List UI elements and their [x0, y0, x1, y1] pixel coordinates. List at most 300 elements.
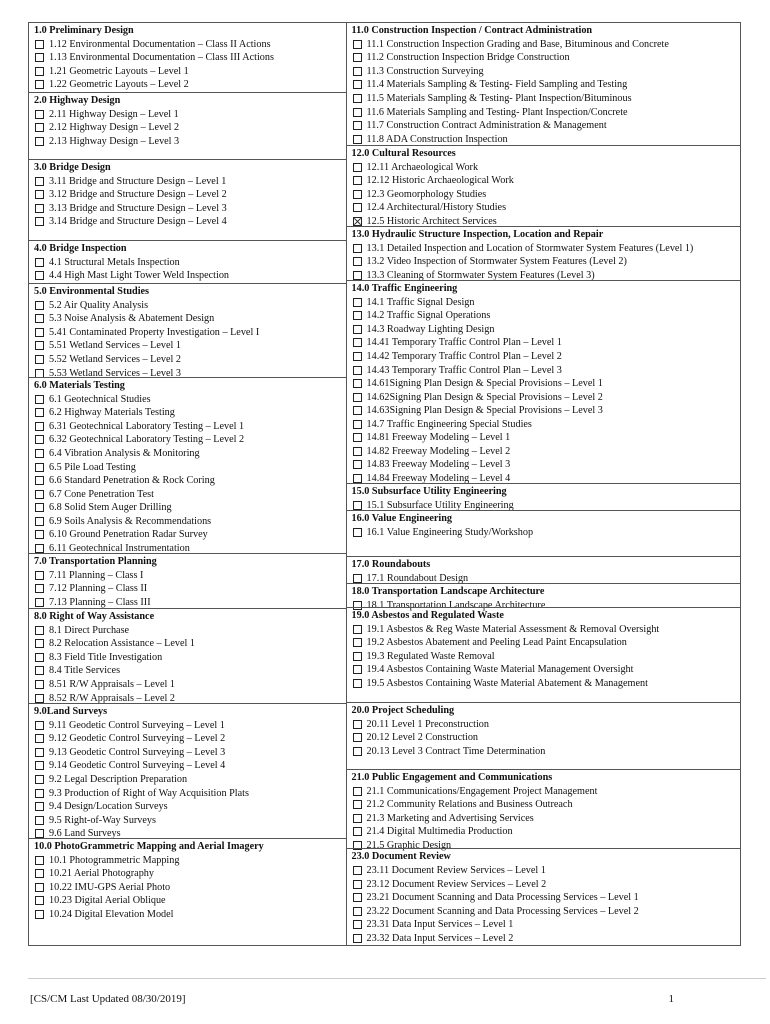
section-3-0 — [29, 159, 346, 240]
checkbox-item[interactable] — [34, 38, 346, 52]
checkbox-icon[interactable] — [35, 748, 44, 757]
section-6-0 — [29, 377, 346, 553]
checkbox-label: 18.1 Transportation Landscape Architecture — [366, 599, 546, 611]
checkbox-icon[interactable] — [353, 352, 362, 361]
section-heading: 4.0 Bridge Inspection — [34, 243, 127, 254]
checkbox-label: 7.12 Planning – Class II — [49, 583, 148, 595]
checkbox-item[interactable] — [34, 78, 346, 92]
checkbox-item[interactable] — [352, 188, 740, 202]
checkbox-item[interactable] — [352, 636, 740, 650]
checkbox-label: 11.3 Construction Surveying — [366, 65, 484, 77]
checkbox-icon[interactable] — [353, 257, 362, 266]
section-heading: 19.0 Asbestos and Regulated Waste — [351, 610, 504, 621]
checkbox-item[interactable] — [34, 256, 346, 270]
checkbox-icon[interactable] — [35, 883, 44, 892]
checkbox-item[interactable] — [34, 894, 346, 908]
checkbox-label: 6.32 Geotechnical Laboratory Testing – Level 2 — [49, 434, 245, 446]
checkbox-icon[interactable] — [353, 379, 362, 388]
checkbox-label: 14.7 Traffic Engineering Special Studies — [366, 418, 532, 430]
checkbox-icon[interactable] — [353, 934, 362, 943]
checkbox-item[interactable] — [352, 174, 740, 188]
checkbox-label: 14.84 Freeway Modeling – Level 4 — [366, 472, 511, 484]
checkbox-label: 16.1 Value Engineering Study/Workshop — [366, 526, 534, 538]
checkbox-label: 1.21 Geometric Layouts – Level 1 — [49, 65, 189, 77]
checkbox-label: 21.3 Marketing and Advertising Services — [366, 812, 534, 824]
checkbox-icon[interactable] — [353, 574, 362, 583]
checkbox-icon[interactable] — [353, 271, 362, 280]
checkbox-item[interactable] — [352, 78, 740, 92]
checkbox-label: 19.2 Asbestos Abatement and Peeling Lead Paint Encapsulation — [366, 637, 627, 649]
checkbox-item[interactable] — [352, 255, 740, 269]
checkbox-item[interactable] — [352, 201, 740, 215]
checkbox-item[interactable] — [352, 877, 740, 891]
checkbox-icon[interactable] — [35, 598, 44, 607]
checkbox-icon[interactable] — [353, 67, 362, 76]
checkbox-icon[interactable] — [35, 341, 44, 350]
checkbox-icon[interactable] — [35, 626, 44, 635]
checkbox-item[interactable] — [34, 433, 346, 447]
section-13-0 — [347, 226, 740, 280]
checkbox-item[interactable] — [352, 731, 740, 745]
checkbox-label: 11.7 Construction Contract Administration & Management — [366, 120, 607, 132]
checkbox-icon[interactable] — [353, 40, 362, 49]
checkbox-label: 23.22 Document Scanning and Data Processing Services – Level 2 — [366, 905, 639, 917]
checkbox-icon[interactable] — [35, 449, 44, 458]
checkbox-label: 9.2 Legal Description Preparation — [49, 773, 188, 785]
checkbox-item[interactable] — [352, 864, 740, 878]
section-20-0 — [347, 702, 740, 769]
checkbox-icon[interactable] — [353, 163, 362, 172]
checkbox-item[interactable] — [352, 891, 740, 905]
checkbox-icon[interactable] — [35, 816, 44, 825]
checkbox-icon[interactable] — [35, 721, 44, 730]
section-18-0 — [347, 583, 740, 611]
section-7-0 — [29, 553, 346, 608]
checkbox-label: 21.1 Communications/Engagement Project Management — [366, 785, 598, 797]
checkbox-item[interactable] — [352, 377, 740, 391]
checkbox-item[interactable] — [352, 350, 740, 364]
checkbox-icon[interactable] — [353, 665, 362, 674]
checkbox-label: 10.24 Digital Elevation Model — [49, 908, 174, 920]
checkbox-icon[interactable] — [35, 435, 44, 444]
checkbox-icon[interactable] — [35, 355, 44, 364]
checkbox-icon[interactable] — [353, 460, 362, 469]
checkbox-icon[interactable] — [35, 544, 44, 553]
checkbox-icon[interactable] — [353, 420, 362, 429]
checkbox-icon[interactable] — [35, 204, 44, 213]
checkbox-label: 8.4 Title Services — [49, 665, 121, 677]
checkbox-icon[interactable] — [35, 110, 44, 119]
checkbox-item[interactable] — [34, 175, 346, 189]
checkbox-label: 2.13 Highway Design – Level 3 — [49, 135, 180, 147]
checkbox-icon[interactable] — [353, 121, 362, 130]
checkbox-item[interactable] — [34, 188, 346, 202]
checkbox-icon[interactable] — [353, 528, 362, 537]
checkbox-icon[interactable] — [35, 503, 44, 512]
checkbox-label: 9.4 Design/Location Surveys — [49, 801, 168, 813]
checkbox-label: 6.31 Geotechnical Laboratory Testing – Level 1 — [49, 420, 245, 432]
checkbox-icon[interactable] — [353, 866, 362, 875]
checkbox-icon[interactable] — [353, 920, 362, 929]
checkbox-item[interactable] — [352, 650, 740, 664]
checkbox-icon[interactable] — [353, 747, 362, 756]
checkbox-item[interactable] — [34, 269, 346, 283]
checkbox-label: 10.1 Photogrammetric Mapping — [49, 854, 180, 866]
checkbox-label: 14.1 Traffic Signal Design — [366, 296, 475, 308]
checkbox-item[interactable] — [34, 460, 346, 474]
checkbox-item[interactable] — [352, 38, 740, 52]
checkbox-label: 6.7 Cone Penetration Test — [49, 488, 154, 500]
checkbox-item[interactable] — [34, 800, 346, 814]
checkbox-icon[interactable] — [35, 802, 44, 811]
section-heading: 17.0 Roundabouts — [351, 559, 431, 570]
checkbox-icon[interactable] — [35, 177, 44, 186]
checkbox-icon[interactable] — [353, 176, 362, 185]
checkbox-label: 15.1 Subsurface Utility Engineering — [366, 499, 514, 511]
checkbox-icon[interactable] — [35, 395, 44, 404]
checkbox-label: 1.13 Environmental Documentation – Class III Actions — [49, 52, 274, 64]
checkbox-item[interactable] — [34, 854, 346, 868]
checkbox-item[interactable] — [352, 825, 740, 839]
checkbox-icon[interactable] — [35, 829, 44, 838]
checkbox-item[interactable] — [352, 931, 740, 945]
checkbox-icon[interactable] — [353, 433, 362, 442]
section-15-0 — [347, 483, 740, 510]
checkbox-item[interactable] — [34, 786, 346, 800]
checkbox-item[interactable] — [34, 569, 346, 583]
section-2-0 — [29, 92, 346, 159]
checkbox-item[interactable] — [352, 445, 740, 459]
checkbox-icon[interactable] — [35, 680, 44, 689]
checkbox-item[interactable] — [352, 132, 740, 146]
checkbox-label: 5.53 Wetland Services – Level 3 — [49, 367, 181, 379]
checkbox-label: 3.12 Bridge and Structure Design – Level 2 — [49, 189, 227, 201]
checkbox-label: 23.12 Document Review Services – Level 2 — [366, 878, 547, 890]
checkbox-icon[interactable] — [353, 652, 362, 661]
checkbox-item[interactable] — [34, 108, 346, 122]
footer-page-number: 1 — [668, 993, 674, 1005]
checkbox-label: 20.13 Level 3 Contract Time Determination — [366, 745, 546, 757]
checkbox-icon[interactable] — [35, 761, 44, 770]
checkbox-label: 1.12 Environmental Documentation – Class II Actions — [49, 38, 271, 50]
checkbox-label: 10.21 Aerial Photography — [49, 868, 154, 880]
checkbox-item[interactable] — [34, 501, 346, 515]
checkbox-icon[interactable] — [35, 217, 44, 226]
checkbox-label: 10.22 IMU-GPS Aerial Photo — [49, 881, 171, 893]
checkbox-icon[interactable] — [353, 190, 362, 199]
checkbox-item[interactable] — [34, 215, 346, 229]
checkbox-item[interactable] — [34, 908, 346, 922]
checkbox-label: 5.52 Wetland Services – Level 2 — [49, 353, 181, 365]
checkbox-item[interactable] — [352, 812, 740, 826]
checkbox-item[interactable] — [34, 813, 346, 827]
section-17-0 — [347, 556, 740, 583]
checkbox-icon[interactable] — [353, 203, 362, 212]
checkbox-icon[interactable] — [353, 679, 362, 688]
checkbox-item[interactable] — [34, 637, 346, 651]
checkbox-item[interactable] — [34, 719, 346, 733]
checkbox-label: 8.3 Field Title Investigation — [49, 651, 163, 663]
checkbox-icon[interactable] — [35, 328, 44, 337]
checkbox-label: 4.1 Structural Metals Inspection — [49, 256, 180, 268]
checkbox-icon[interactable] — [35, 517, 44, 526]
checkbox-item[interactable] — [352, 296, 740, 310]
checkbox-icon[interactable] — [35, 734, 44, 743]
checkbox-label: 14.63Signing Plan Design & Special Provisions – Level 3 — [366, 405, 603, 417]
section-heading: 10.0 PhotoGrammetric Mapping and Aerial Imagery — [34, 841, 264, 852]
section-heading: 14.0 Traffic Engineering — [351, 283, 458, 294]
checkbox-icon[interactable] — [35, 530, 44, 539]
checkbox-item[interactable] — [352, 904, 740, 918]
checkbox-icon[interactable] — [353, 814, 362, 823]
checkbox-item[interactable] — [34, 678, 346, 692]
checkbox-icon[interactable] — [353, 338, 362, 347]
checkbox-item[interactable] — [352, 404, 740, 418]
checkbox-icon[interactable] — [353, 447, 362, 456]
checkbox-icon[interactable] — [35, 653, 44, 662]
checkbox-item[interactable] — [352, 663, 740, 677]
section-heading: 11.0 Construction Inspection / Contract Administration — [351, 25, 593, 36]
section-heading: 16.0 Value Engineering — [351, 513, 453, 524]
checkbox-item[interactable] — [34, 353, 346, 367]
checkbox-icon[interactable] — [353, 625, 362, 634]
checkbox-icon[interactable] — [353, 325, 362, 334]
checkbox-label: 14.81 Freeway Modeling – Level 1 — [366, 432, 511, 444]
checkbox-icon[interactable] — [35, 123, 44, 132]
checkbox-icon[interactable] — [353, 474, 362, 483]
checkbox-label: 7.13 Planning – Class III — [49, 596, 151, 608]
checkbox-item[interactable] — [352, 323, 740, 337]
checkbox-icon[interactable] — [353, 406, 362, 415]
checkbox-item[interactable] — [352, 105, 740, 119]
checkbox-icon[interactable] — [35, 639, 44, 648]
checkbox-label: 9.12 Geodetic Control Surveying – Level 2 — [49, 733, 226, 745]
checkbox-item[interactable] — [34, 514, 346, 528]
checkbox-icon[interactable] — [35, 584, 44, 593]
left-column — [29, 23, 347, 945]
checkbox-icon[interactable] — [35, 40, 44, 49]
checkbox-label: 12.5 Historic Architect Services — [366, 215, 497, 227]
checkbox-icon[interactable] — [353, 638, 362, 647]
section-heading: 18.0 Transportation Landscape Architecture — [351, 586, 545, 597]
checkbox-item[interactable] — [34, 487, 346, 501]
checkbox-label: 11.4 Materials Sampling & Testing- Field Sampling and Testing — [366, 79, 628, 91]
checkbox-label: 6.9 Soils Analysis & Recommendations — [49, 515, 212, 527]
checkbox-item[interactable] — [34, 881, 346, 895]
checkbox-item[interactable] — [352, 798, 740, 812]
section-heading: 6.0 Materials Testing — [34, 380, 125, 391]
section-12-0 — [347, 145, 740, 226]
checkbox-icon[interactable] — [353, 53, 362, 62]
checkbox-item[interactable] — [352, 161, 740, 175]
checkbox-icon[interactable] — [35, 301, 44, 310]
footer-divider — [28, 978, 766, 979]
checkbox-label: 11.6 Materials Sampling and Testing- Plant Inspection/Concrete — [366, 106, 628, 118]
section-heading: 8.0 Right of Way Assistance — [34, 611, 155, 622]
checkbox-label: 21.2 Community Relations and Business Outreach — [366, 799, 573, 811]
section-heading: 13.0 Hydraulic Structure Inspection, Location and Repair — [351, 229, 604, 240]
checkbox-item[interactable] — [352, 458, 740, 472]
checkbox-label: 11.1 Construction Inspection Grading and Base, Bituminous and Concrete — [366, 38, 669, 50]
checkbox-item[interactable] — [352, 390, 740, 404]
checkbox-icon[interactable] — [35, 476, 44, 485]
checkbox-icon[interactable] — [35, 53, 44, 62]
section-1-0 — [29, 23, 346, 92]
checkbox-item[interactable] — [34, 406, 346, 420]
checkbox-icon[interactable] — [35, 694, 44, 703]
checkbox-item[interactable] — [352, 51, 740, 65]
checkbox-item[interactable] — [34, 65, 346, 79]
checkbox-icon[interactable] — [35, 258, 44, 267]
checkbox-item[interactable] — [34, 732, 346, 746]
checkbox-item[interactable] — [352, 363, 740, 377]
checkbox-label: 9.3 Production of Right of Way Acquisition Plats — [49, 787, 249, 799]
checkbox-item[interactable] — [352, 119, 740, 133]
checkbox-icon[interactable] — [35, 490, 44, 499]
checkbox-label: 19.5 Asbestos Containing Waste Material Abatement & Management — [366, 677, 648, 689]
checkbox-item[interactable] — [34, 582, 346, 596]
section-8-0 — [29, 608, 346, 703]
checkbox-label: 23.32 Data Input Services – Level 2 — [366, 932, 514, 944]
checkbox-label: 3.14 Bridge and Structure Design – Level 4 — [49, 216, 227, 228]
checkbox-label: 1.22 Geometric Layouts – Level 2 — [49, 79, 189, 91]
checkbox-item[interactable] — [34, 393, 346, 407]
checkbox-label: 11.5 Materials Sampling & Testing- Plant Inspection/Bituminous — [366, 92, 632, 104]
checkbox-label: 14.41 Temporary Traffic Control Plan – Level 1 — [366, 337, 562, 349]
checkbox-icon[interactable] — [35, 896, 44, 905]
checkbox-icon[interactable] — [35, 137, 44, 146]
checkbox-item[interactable] — [34, 867, 346, 881]
checkbox-icon[interactable] — [353, 311, 362, 320]
checkbox-icon[interactable] — [353, 880, 362, 889]
checkbox-icon[interactable] — [35, 80, 44, 89]
checkbox-item[interactable] — [34, 121, 346, 135]
checkbox-icon[interactable] — [35, 789, 44, 798]
section-heading: 12.0 Cultural Resources — [351, 148, 456, 159]
checkbox-label: 12.12 Historic Archaeological Work — [366, 175, 514, 187]
checkbox-item[interactable] — [34, 420, 346, 434]
checkbox-item[interactable] — [352, 526, 740, 540]
checkbox-icon[interactable] — [353, 108, 362, 117]
checkbox-item[interactable] — [352, 92, 740, 106]
checkbox-item[interactable] — [34, 135, 346, 149]
checkbox-icon[interactable] — [35, 856, 44, 865]
checkbox-label: 6.6 Standard Penetration & Rock Coring — [49, 475, 215, 487]
checkbox-icon[interactable] — [353, 733, 362, 742]
checkbox-icon[interactable] — [353, 244, 362, 253]
checkbox-item[interactable] — [34, 773, 346, 787]
checkbox-item[interactable] — [352, 242, 740, 256]
checkbox-icon[interactable] — [35, 67, 44, 76]
checkbox-item[interactable] — [352, 785, 740, 799]
checkbox-label: 14.62Signing Plan Design & Special Provisions – Level 2 — [366, 391, 603, 403]
checkbox-item[interactable] — [34, 326, 346, 340]
checkbox-item[interactable] — [34, 528, 346, 542]
checkbox-item[interactable] — [352, 745, 740, 759]
checkbox-label: 5.51 Wetland Services – Level 1 — [49, 340, 181, 352]
checkbox-item[interactable] — [352, 65, 740, 79]
checkbox-icon[interactable] — [353, 720, 362, 729]
checkbox-item[interactable] — [34, 651, 346, 665]
prequalification-form-table — [28, 22, 741, 946]
checkbox-item[interactable] — [352, 309, 740, 323]
checkbox-icon[interactable] — [353, 907, 362, 916]
checkbox-icon[interactable] — [35, 869, 44, 878]
checkbox-item[interactable] — [34, 664, 346, 678]
checkbox-icon[interactable] — [353, 80, 362, 89]
checkbox-label: 5.2 Air Quality Analysis — [49, 299, 149, 311]
checkbox-icon[interactable] — [35, 910, 44, 919]
checkbox-item[interactable] — [352, 718, 740, 732]
section-heading: 23.0 Document Review — [351, 851, 451, 863]
checkbox-item[interactable] — [34, 51, 346, 65]
section-14-0 — [347, 280, 740, 483]
checkbox-icon[interactable] — [35, 314, 44, 323]
checkbox-label: 9.6 Land Surveys — [49, 828, 121, 840]
checkbox-label: 6.5 Pile Load Testing — [49, 461, 136, 473]
checkbox-item[interactable] — [34, 447, 346, 461]
checkbox-icon[interactable] — [35, 408, 44, 417]
checkbox-item[interactable] — [34, 299, 346, 313]
checkbox-item[interactable] — [34, 759, 346, 773]
section-9-0land — [29, 703, 346, 838]
checkbox-label: 8.52 R/W Appraisals – Level 2 — [49, 692, 176, 704]
checkbox-item[interactable] — [352, 677, 740, 691]
checkbox-icon[interactable] — [353, 135, 362, 144]
checkbox-icon[interactable] — [353, 501, 362, 510]
checkbox-item[interactable] — [352, 336, 740, 350]
section-4-0 — [29, 240, 346, 283]
checkbox-icon[interactable] — [35, 271, 44, 280]
checked-checkbox-icon[interactable] — [353, 217, 362, 226]
checkbox-icon[interactable] — [35, 463, 44, 472]
checkbox-item[interactable] — [352, 918, 740, 932]
checkbox-item[interactable] — [34, 312, 346, 326]
checkbox-label: 23.11 Document Review Services – Level 1 — [366, 864, 546, 876]
checkbox-label: 6.1 Geotechnical Studies — [49, 393, 151, 405]
right-column — [347, 23, 740, 945]
checkbox-item[interactable] — [34, 339, 346, 353]
checkbox-label: 14.43 Temporary Traffic Control Plan – Level 3 — [366, 364, 562, 376]
checkbox-icon[interactable] — [35, 571, 44, 580]
checkbox-icon[interactable] — [35, 190, 44, 199]
checkbox-icon[interactable] — [353, 827, 362, 836]
checkbox-label: 11.2 Construction Inspection Bridge Construction — [366, 52, 570, 64]
checkbox-label: 12.4 Architectural/History Studies — [366, 202, 507, 214]
checkbox-icon[interactable] — [35, 666, 44, 675]
checkbox-item[interactable] — [34, 474, 346, 488]
checkbox-icon[interactable] — [353, 393, 362, 402]
checkbox-label: 2.12 Highway Design – Level 2 — [49, 122, 180, 134]
checkbox-icon[interactable] — [35, 422, 44, 431]
checkbox-icon[interactable] — [353, 787, 362, 796]
checkbox-icon[interactable] — [353, 298, 362, 307]
section-heading: 2.0 Highway Design — [34, 95, 121, 106]
checkbox-item[interactable] — [34, 202, 346, 216]
checkbox-item[interactable] — [352, 431, 740, 445]
checkbox-icon[interactable] — [353, 366, 362, 375]
checkbox-label: 11.8 ADA Construction Inspection — [366, 133, 508, 145]
checkbox-item[interactable] — [352, 417, 740, 431]
checkbox-icon[interactable] — [353, 800, 362, 809]
checkbox-item[interactable] — [34, 746, 346, 760]
checkbox-icon[interactable] — [353, 94, 362, 103]
checkbox-item[interactable] — [34, 624, 346, 638]
checkbox-item[interactable] — [352, 623, 740, 637]
checkbox-label: 19.4 Asbestos Containing Waste Material Management Oversight — [366, 664, 634, 676]
checkbox-icon[interactable] — [35, 775, 44, 784]
checkbox-icon[interactable] — [353, 893, 362, 902]
